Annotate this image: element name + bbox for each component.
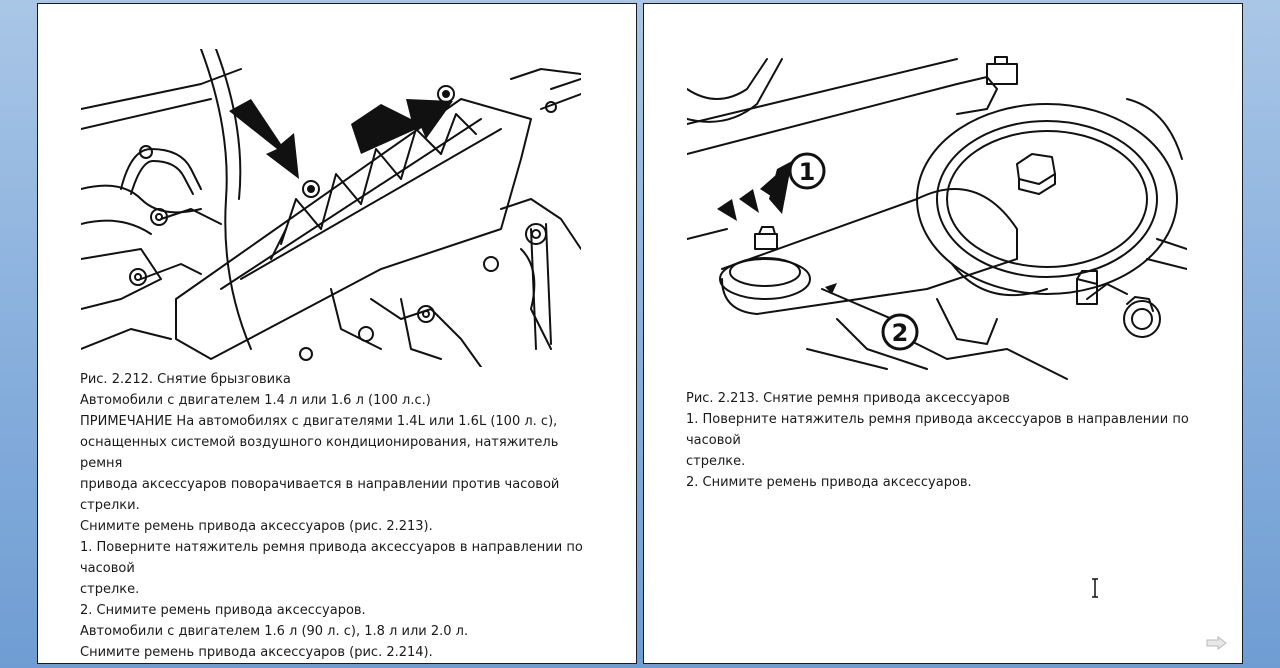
text-line: 1. Поверните натяжитель ремня привода аксессуаров в направлении по часовой — [80, 540, 583, 576]
text-line: ПРИМЕЧАНИЕ На автомобилях с двигателями 1.4L или 1.6L (100 л. с), — [80, 414, 558, 429]
left-page — [37, 3, 637, 664]
text-line: Автомобили с двигателем 1.4 л или 1.6 л (100 л.с.) — [80, 393, 431, 408]
caption-fig-2-213: Рис. 2.213. Снятие ремня привода аксессуаров — [686, 391, 1010, 406]
text-line: Снимите ремень привода аксессуаров (рис. 2.214). — [80, 645, 433, 660]
text-line: стрелке. — [80, 582, 140, 597]
figure-splash-shield-removal — [81, 49, 581, 367]
text-line: 2. Снимите ремень привода аксессуаров. — [686, 475, 972, 490]
text-line: Автомобили с двигателем 1.6 л (90 л. с), 1.8 л или 2.0 л. — [80, 624, 469, 639]
splash-shield-illustration — [81, 49, 581, 367]
callout-2: 2 — [891, 319, 909, 347]
callout-1: 1 — [798, 158, 816, 186]
text-line: 2. Снимите ремень привода аксессуаров. — [80, 603, 366, 618]
text-line: стрелке. — [686, 454, 746, 469]
right-page — [643, 3, 1243, 664]
text-line: привода аксессуаров поворачивается в направлении против часовой стрелки. — [80, 477, 560, 513]
belt-removal-illustration — [687, 49, 1187, 385]
text-line: оснащенных системой воздушного кондиционирования, натяжитель ремня — [80, 435, 559, 471]
left-page-text — [80, 369, 600, 663]
text-line: Снимите ремень привода аксессуаров (рис. 2.213). — [80, 519, 433, 534]
text-line: 1. Поверните натяжитель ремня привода аксессуаров в направлении по часовой — [686, 412, 1189, 448]
caption-fig-2-212: Рис. 2.212. Снятие брызговика — [80, 372, 291, 387]
figure-belt-removal — [687, 49, 1187, 385]
right-page-text — [686, 388, 1216, 493]
next-page-button[interactable] — [1206, 635, 1228, 649]
arrow-right-icon — [1206, 636, 1228, 650]
text-cursor-icon — [1090, 578, 1100, 598]
